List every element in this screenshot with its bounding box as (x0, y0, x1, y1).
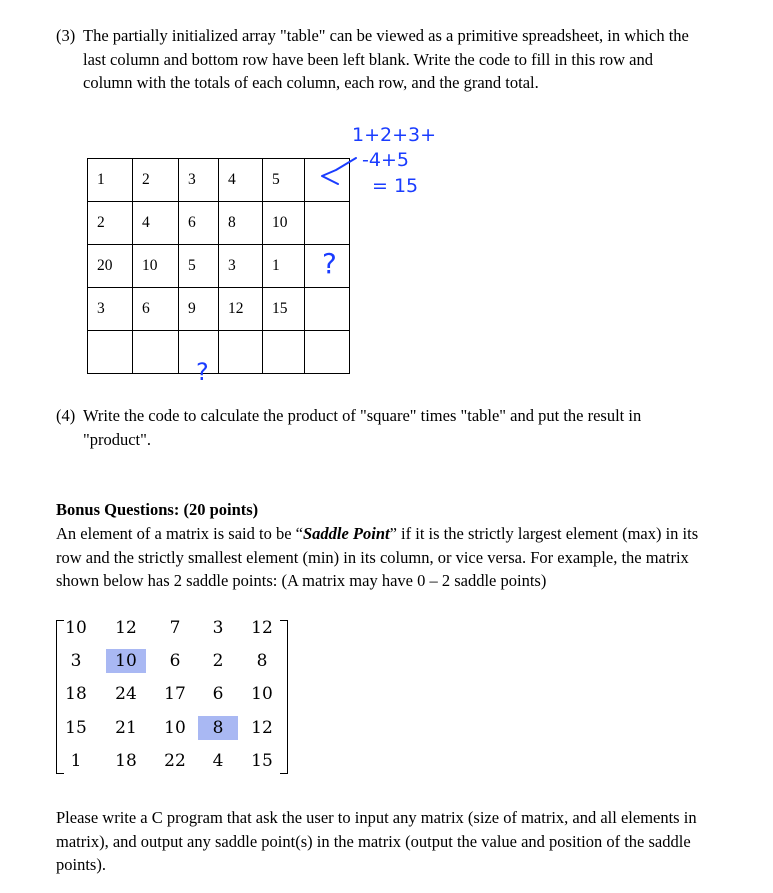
table-cell: 6 (133, 288, 179, 331)
table-cell: 4 (219, 159, 263, 202)
table-cell: 1 (263, 245, 305, 288)
matrix-cell: 10 (251, 684, 273, 704)
matrix-cell: 6 (169, 651, 181, 671)
matrix-cell: 6 (212, 684, 224, 704)
handwritten-sum-line-3: = 15 (372, 175, 419, 197)
table-cell: 9 (179, 288, 219, 331)
matrix-cell: 15 (65, 718, 87, 738)
handwritten-question-right: ? (322, 247, 337, 280)
handwritten-sum-line-2: -4+5 (362, 149, 409, 171)
saddle-matrix (56, 614, 288, 780)
matrix-cell: 8 (256, 651, 268, 671)
bonus-description (56, 522, 706, 593)
question-4-text: Write the code to calculate the product of "square" times "table" and put the result in "product". (83, 406, 642, 449)
matrix-cell: 10 (164, 718, 186, 738)
bonus-term: Saddle Point (302, 524, 390, 543)
matrix-cell: 3 (212, 618, 224, 638)
matrix-cell: 2 (212, 651, 224, 671)
handwritten-question-bottom: ? (196, 358, 209, 386)
matrix-cell: 4 (212, 751, 224, 771)
table-cell: 3 (179, 159, 219, 202)
closing-paragraph: Please write a C program that ask the user to input any matrix (size of matrix, and all elements in matrix), and output any saddle point(s) in the matrix (output the value and position of the saddle points). (56, 808, 697, 874)
matrix-cell: 3 (70, 651, 82, 671)
matrix-cell: 17 (164, 684, 186, 704)
table-cell: 4 (133, 202, 179, 245)
table-cell: 3 (88, 288, 133, 331)
table-cell: 1 (88, 159, 133, 202)
bonus-title: Bonus Questions: (20 points) (56, 500, 259, 519)
table-cell: 3 (219, 245, 263, 288)
bonus-text-before: An element of a matrix is said to be “ (56, 524, 303, 543)
matrix-cell-saddle-point: 8 (198, 716, 238, 740)
matrix-cell: 24 (115, 684, 137, 704)
matrix-cell: 18 (65, 684, 87, 704)
table-cell: 20 (88, 245, 133, 288)
table-cell: 2 (88, 202, 133, 245)
table-cell: 5 (263, 159, 305, 202)
table-cell: 10 (263, 202, 305, 245)
table-cell: 5 (179, 245, 219, 288)
table-cell: 6 (179, 202, 219, 245)
matrix-cell: 22 (164, 751, 186, 771)
handwritten-arrow-icon (322, 158, 356, 184)
handwritten-sum-line-1: 1+2+3+ (352, 124, 437, 146)
question-4 (56, 404, 696, 451)
matrix-cell: 10 (65, 618, 87, 638)
question-3-text: The partially initialized array "table" can be viewed as a primitive spreadsheet, in which the last column and bottom row have been left blank. Write the code to fill in this row and column with the totals of each column, each row, and the grand total. (83, 26, 689, 92)
matrix-cell: 1 (70, 751, 82, 771)
matrix-cell-saddle-point: 10 (106, 649, 146, 673)
bonus-text-after: ” if it is the strictly largest element (max) in its row and the strictly smallest element (min) in its column, or vice versa. For example, the matrix shown below has 2 saddle points: (A matrix may have 0 – 2 saddle points) (56, 524, 699, 590)
matrix-cell: 12 (251, 718, 273, 738)
matrix-cell: 7 (169, 618, 181, 638)
table-cell: 10 (133, 245, 179, 288)
matrix-cell: 21 (115, 718, 137, 738)
table-cell: 15 (263, 288, 305, 331)
matrix-cell: 12 (251, 618, 273, 638)
question-4-number: (4) (56, 406, 76, 425)
table-cell: 2 (133, 159, 179, 202)
table-cell: 8 (219, 202, 263, 245)
question-3-number: (3) (56, 26, 76, 45)
table-cell: 12 (219, 288, 263, 331)
matrix-cell: 18 (115, 751, 137, 771)
matrix-cell: 12 (115, 618, 137, 638)
matrix-cell: 15 (251, 751, 273, 771)
